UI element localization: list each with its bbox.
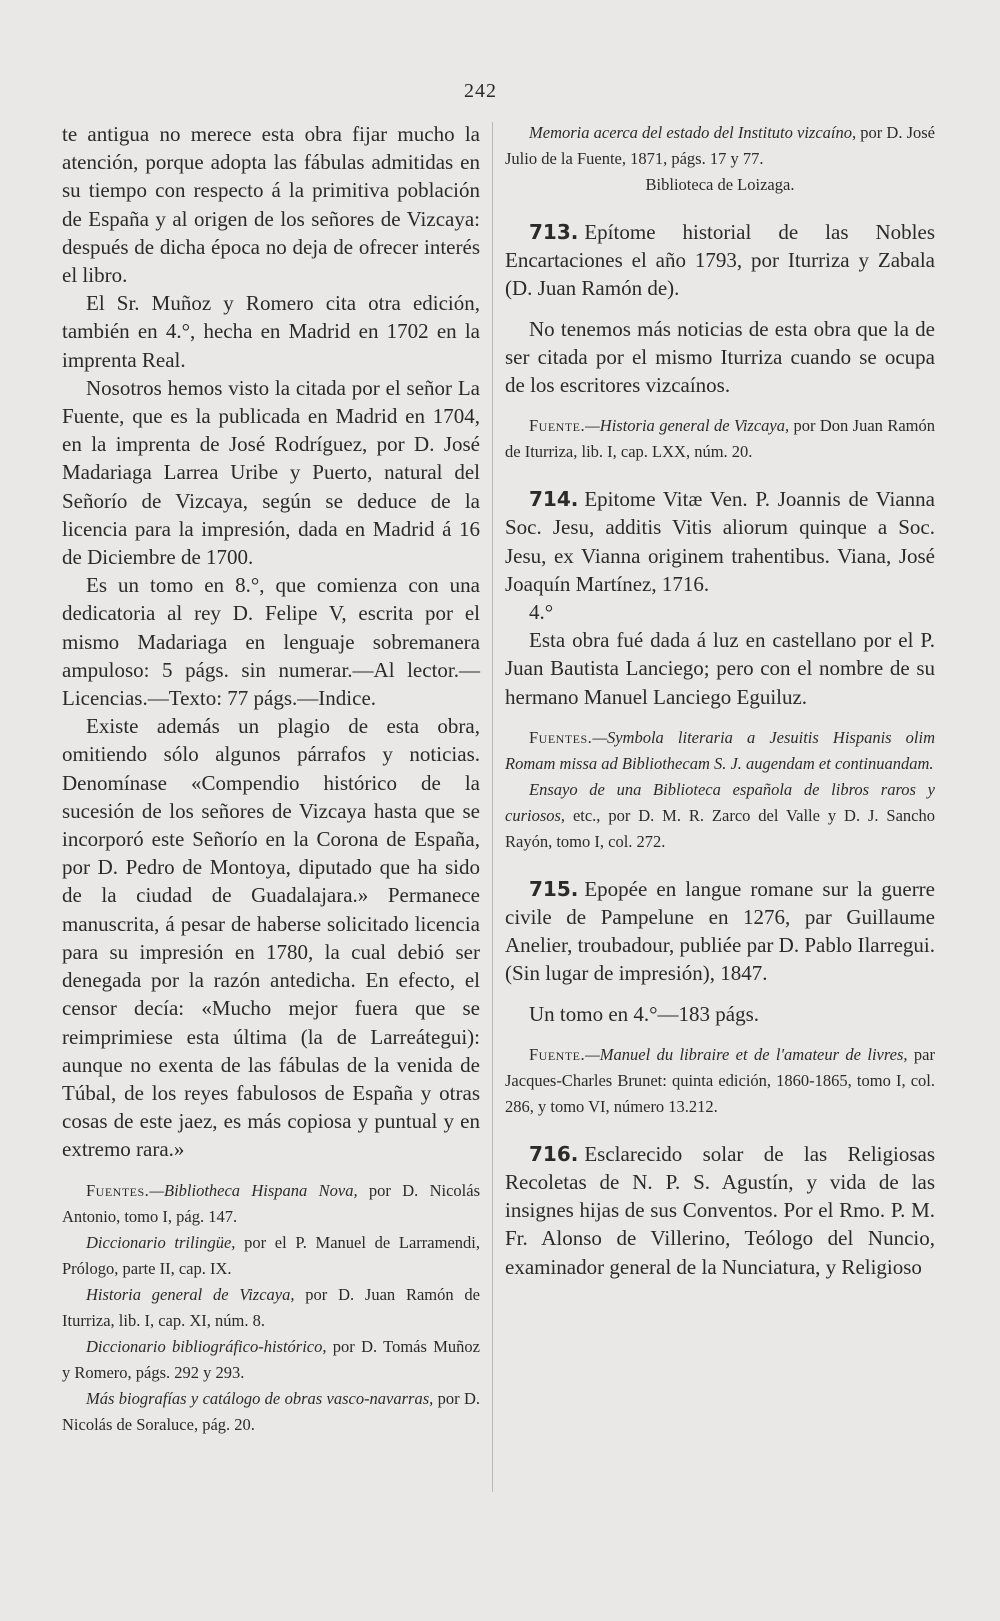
entry-title: Esclarecido solar de las Religiosas Recoletas de N. P. S. Agustín, y vida de las insignes hijas de sus Conventos. Por el Rmo. P. M. Fr. Alonso de Villerino, Teólogo del Nuncio, examinador general de la Nunciatura, y Religioso [505,1141,935,1279]
entry-713 [505,218,935,465]
entry-title: Epitome Vitæ Ven. P. Joannis de Vianna Soc. Jesu, additis Vitis aliorum quinque a Soc. Jesu, ex Vianna originem trahentibus. Viana, José Joaquín Martínez, 1716. [505,487,935,596]
page-number: 242 [464,80,497,102]
entry-source: Fuentes.—Symbola literaria a Jesuitis Hispanis olim Romam missa ad Bibliothecam S. J. augendam et continuandam. Ensayo de una Biblioteca española de libros raros y curiosos, etc., por D. M. R. Zarco del Valle y D. J. Sancho Rayón, tomo I, col. 272. [505,727,935,851]
entry-body: Un tomo en 4.°—183 págs. [529,1001,760,1026]
right-column [505,120,935,1281]
sources-label: Fuentes. [86,1180,150,1200]
source-item: Fuentes.—Bibliotheca Hispana Nova, por D. Nicolás Antonio, tomo I, pág. 147. [62,1180,480,1226]
entry-number: 715. [529,876,579,901]
entry-714 [505,485,935,855]
entry-title: Epítome historial de las Nobles Encartaciones el año 1793, por Iturriza y Zabala (D. Juan Ramón de). [505,220,935,301]
left-column [62,120,480,1438]
paragraph: Es un tomo en 8.°, que comienza con una dedicatoria al rey D. Felipe V, escrita por el mismo Madariaga en lenguaje sobremanera ampuloso: 5 págs. sin numerar.—Al lector.—Licencias.—Texto: 77 págs.—Indice. [62,573,480,711]
source-item: Historia general de Vizcaya, por D. Juan Ramón de Iturriza, lib. I, cap. XI, núm. 8. [62,1284,480,1330]
column-divider [492,122,493,1492]
entry-source: Fuente.—Historia general de Vizcaya, por Don Juan Ramón de Iturriza, lib. I, cap. LXX, núm. 20. [505,416,935,462]
sources-block [62,1178,480,1438]
entry-715 [505,875,935,1120]
entry-body: No tenemos más noticias de esta obra que la de ser citada por el mismo Iturriza cuando se ocupa de los escritores vizcaínos. [505,316,935,398]
entry-716 [505,1140,935,1281]
source-item: Más biografías y catálogo de obras vasco-navarras, por D. Nicolás de Soraluce, pág. 20. [62,1388,480,1434]
entry-source: Fuente.—Manuel du libraire et de l'amateur de livres, par Jacques-Charles Brunet: quinta edición, 1860-1865, tomo I, col. 286, y tomo VI, número 13.212. [505,1044,935,1116]
paragraph: Existe además un plagio de esta obra, omitiendo sólo algunos párrafos y noticias. Denomínase «Compendio histórico de la sucesión de los señores de Vizcaya hasta que se incorporó este Señorío en la Corona de España, por D. Pedro de Montoya, diputado que ha sido de la ciudad de Guadalajara.» Permanece manuscrita, á pesar de haberse solicitado licencia para su impresión en 1780, la cual debió ser denegada por la razón antedicha. En efecto, el censor decía: «Mucho mejor fuera que se reimprimiese esta última (la de Larreátegui): aunque no exenta de las fábulas de la venida de Túbal, de los reyes fabulosos de España y otras cosas de este jaez, es más copiosa y puntual y en extremo rara.» [62,714,480,1162]
entry-number: 713. [529,220,579,244]
intro-source: Memoria acerca del estado del Instituto vizcaíno, por D. José Julio de la Fuente, 1871, págs. 17 y 77. Biblioteca de Loizaga. [505,120,935,198]
source-item: Diccionario trilingüe, por el P. Manuel de Larramendi, Prólogo, parte II, cap. IX. [62,1232,480,1278]
entry-title: Epopée en langue romane sur la guerre civile de Pampelune en 1276, par Guillaume Anelier, troubadour, publiée par D. Pablo Ilarregui. (Sin lugar de impresión), 1847. [505,876,935,986]
paragraph: El Sr. Muñoz y Romero cita otra edición, también en 4.°, hecha en Madrid en 1702 en la imprenta Real. [62,291,480,372]
entry-number: 716. [529,1141,579,1166]
paragraph: Nosotros hemos visto la citada por el señor La Fuente, que es la publicada en Madrid en 1704, en la imprenta de José Rodríguez, por D. José Madariaga Larrea Uribe y Puerto, natural del Señorío de Vizcaya, según se deduce de la licencia para la impresión, dada en Madrid á 16 de Diciembre de 1700. [62,375,480,570]
entry-body: Esta obra fué dada á luz en castellano por el P. Juan Bautista Lanciego; pero con el nombre de su hermano Manuel Lanciego Eguiluz. [505,628,935,709]
paragraph: te antigua no merece esta obra fijar mucho la atención, porque adopta las fábulas admitidas en su tiempo con respecto á la primitiva población de España y al origen de los señores de Vizcaya: después de dicha época no deja de ofrecer interés el libro. [62,122,480,288]
entry-number: 714. [529,487,579,512]
source-item: Diccionario bibliográfico-histórico, por D. Tomás Muñoz y Romero, págs. 292 y 293. [62,1336,480,1382]
library-note: Biblioteca de Loizaga. [645,175,795,194]
entry-format: 4.° [529,600,554,625]
